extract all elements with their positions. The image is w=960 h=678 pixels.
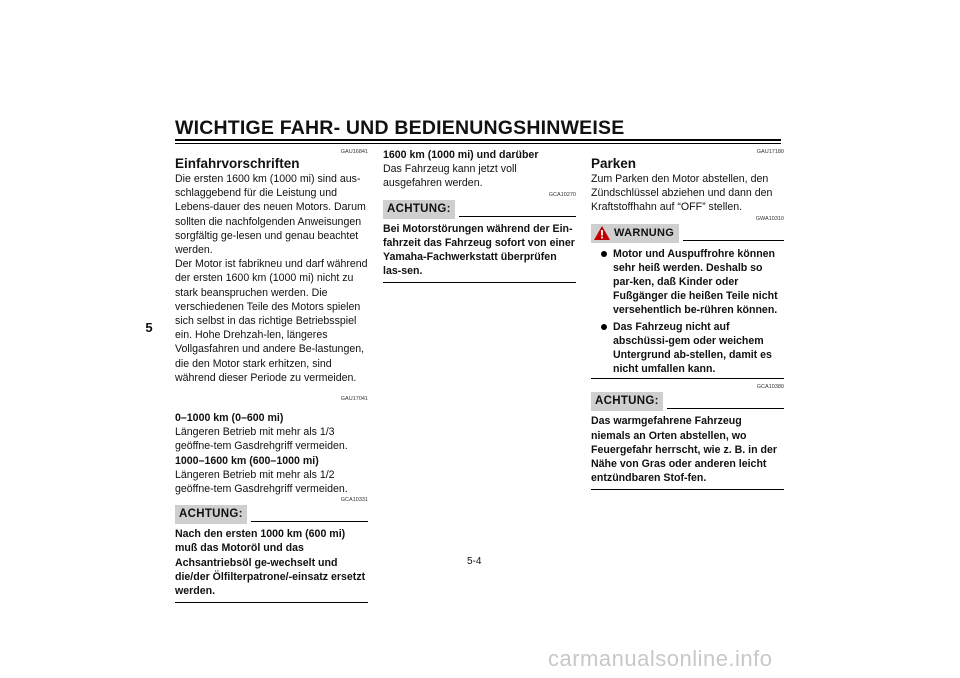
warning-item-text: Motor und Auspuffrohre können sehr heiß werden. Deshalb so par-ken, daß Kinder oder Fußgänger die heißen Teile nicht versehentlich be-rühren können. — [613, 247, 778, 317]
ref-code: GWA10310 — [755, 215, 784, 222]
notice-end-rule — [591, 489, 784, 490]
subheading: 1600 km (1000 mi) und darüber — [383, 149, 539, 161]
list-item — [591, 320, 784, 377]
bullet-icon — [601, 251, 607, 257]
notice-label: ACHTUNG: — [383, 200, 455, 219]
column-2 — [383, 148, 576, 283]
ref-code: GAU17041 — [340, 396, 368, 403]
section-heading-parken: Parken — [591, 156, 637, 171]
notice-label: ACHTUNG: — [175, 505, 247, 524]
paragraph: Zum Parken den Motor abstellen, den Zündschlüssel abziehen und dann den Kraftstoffhahn auf “OFF” stellen. — [591, 173, 773, 214]
warning-list — [591, 247, 784, 377]
warning-label-box — [591, 224, 679, 243]
title-rule-thin — [175, 143, 781, 144]
title-rule — [175, 139, 781, 141]
subheading: 1000–1600 km (600–1000 mi) — [175, 454, 319, 467]
notice-end-rule — [383, 282, 576, 283]
ref-code: GAU17180 — [756, 149, 784, 155]
section-heading-einfahrvorschriften: Einfahrvorschriften — [175, 156, 300, 171]
notice-end-rule — [175, 602, 368, 603]
notice-text: Nach den ersten 1000 km (600 mi) muß das Motoröl und das Achsantriebsöl ge-wechselt und die/der Ölfilterpatrone/-einsatz ersetzt werden. — [175, 528, 366, 598]
watermark: carmanualsonline.info — [548, 646, 773, 671]
paragraph: Der Motor ist fabrikneu und darf während der ersten 1600 km (1000 mi) nicht zu stark beanspruchen werden. Die verschiedenen Teile des Motors spielen sich selbst in das richtige Betriebsspiel ein. Hohe Drehzah-len, längeres Vollgasfahren und andere Be-lastungen, die den Motor stark erhitzen, sind während dieser Periode zu vermeiden. — [175, 258, 368, 384]
subheading: 0–1000 km (0–600 mi) — [175, 412, 284, 425]
warning-end-rule — [591, 378, 784, 379]
notice-header — [175, 505, 368, 524]
ref-code: GCA10270 — [548, 191, 576, 198]
notice-rule — [667, 408, 784, 409]
ref-code: GCA10331 — [340, 497, 368, 504]
ref-code: GCA10380 — [756, 384, 784, 391]
paragraph: Die ersten 1600 km (1000 mi) sind aus-schlaggebend für die Leistung und Lebens-dauer des neuen Motors. Darum sollten die nachfolgenden Anweisungen sorgfältig ge-lesen und genau beachtet werden. — [175, 173, 366, 257]
ref-code: GAU16841 — [340, 149, 368, 155]
list-item — [591, 247, 784, 318]
warning-rule — [683, 240, 784, 241]
page-number: 5-4 — [467, 556, 482, 567]
notice-rule — [459, 216, 576, 217]
warning-header — [591, 224, 784, 243]
notice-rule — [251, 521, 368, 522]
warning-label: WARNUNG — [614, 226, 675, 239]
paragraph: Längeren Betrieb mit mehr als 1/2 geöffne-tem Gasdrehgriff vermeiden. — [175, 468, 348, 496]
warning-item-text: Das Fahrzeug nicht auf abschüssi-gem oder weichem Untergrund ab-stellen, damit es nicht umfallen kann. — [613, 320, 772, 376]
chapter-tab: 5 — [145, 320, 153, 335]
notice-header — [591, 392, 784, 411]
page-title: WICHTIGE FAHR- UND BEDIENUNGSHINWEISE — [175, 117, 625, 139]
notice-label: ACHTUNG: — [591, 392, 663, 411]
notice-text: Das warmgefahrene Fahrzeug niemals an Orten abstellen, wo Feuergefahr herrscht, wie z. B. in der Nähe von Gras oder anderen leicht entzündbaren Stof-fen. — [591, 415, 778, 485]
column-1 — [175, 148, 368, 603]
paragraph: Das Fahrzeug kann jetzt voll ausgefahren werden. — [383, 163, 517, 190]
column-3 — [591, 148, 784, 490]
paragraph: Längeren Betrieb mit mehr als 1/3 geöffne-tem Gasdrehgriff vermeiden. — [175, 426, 348, 453]
bullet-icon — [601, 324, 607, 330]
notice-header — [383, 200, 576, 219]
notice-text: Bei Motorstörungen während der Ein-fahrzeit das Fahrzeug sofort von einer Yamaha-Fachwerkstatt überprüfen las-sen. — [383, 222, 575, 278]
warning-triangle-icon — [594, 226, 610, 240]
